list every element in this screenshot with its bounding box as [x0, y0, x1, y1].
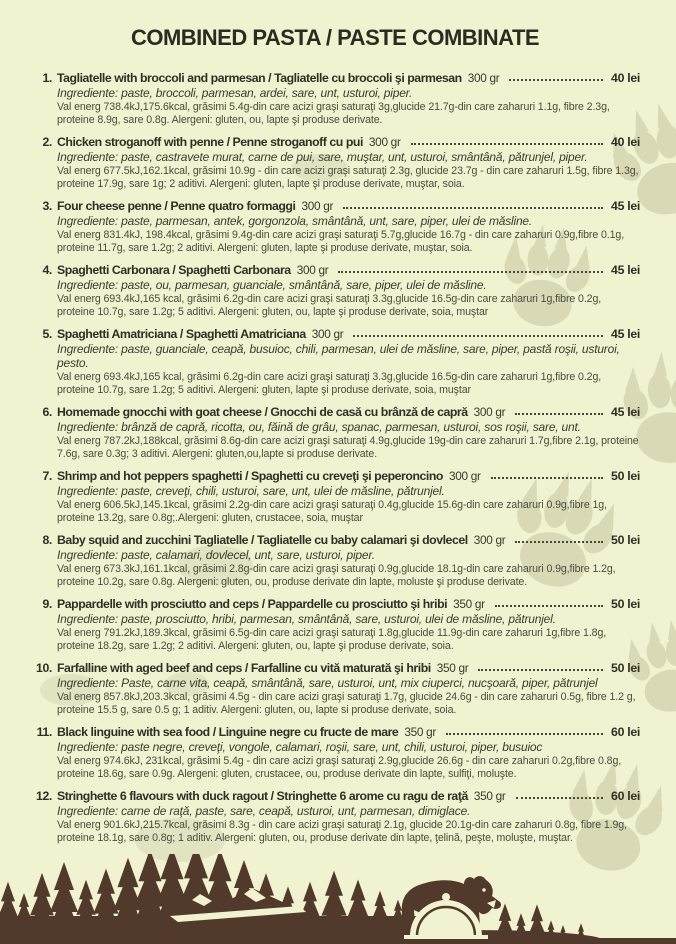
- dotted-leader: [516, 797, 604, 799]
- menu-item: [30, 71, 640, 126]
- item-name: Farfalline with aged beef and ceps / Farfalline cu vită maturată şi hribi: [57, 661, 431, 675]
- item-title-row: [30, 661, 640, 675]
- item-ingredients: Ingrediente: paste, ou, parmesan, guanciale, smântână, sare, piper, ulei de măsline.: [57, 278, 487, 292]
- item-title-row: [30, 469, 640, 483]
- item-weight: 350 gr: [436, 661, 469, 675]
- item-number: 6.: [42, 405, 52, 419]
- item-name: Spaghetti Carbonara / Spaghetti Carbonara: [57, 263, 291, 277]
- item-title-row: [30, 71, 640, 85]
- item-nutrition: Val energ 606.5kJ,145.1kcal, grăsimi 2.2g-din care acizi graşi saturaţi 0.4g,glucide 15.6g-din care zaharuri 0.9g,fibre 1g, proteine 13.2g, sare 0.8g;.Alergeni: gluten, crustacee, soia, muştar: [57, 499, 607, 524]
- item-price: 45 lei: [611, 199, 640, 213]
- item-number: 11.: [36, 725, 52, 739]
- item-number: 2.: [42, 135, 52, 149]
- item-number: 4.: [42, 263, 52, 277]
- menu-item: [30, 661, 640, 716]
- item-ingredients: Ingrediente: Paste, carne vita, ceapă, smântână, sare, usturoi, unt, mix ciuperci, nucşoară, piper, pătrunjel: [57, 676, 598, 690]
- item-nutrition: Val energ 693.4kJ,165 kcal, grăsimi 6.2g-din care acizi graşi saturaţi 3.3g,glucide 16.5g-din care zaharuri 1g,fibre 0.2g, proteine 10.7g, sare 1.2g; 5 aditivi. Alergeni: gluten, ou, lapte şi produse derivate, soia, muştar: [57, 293, 602, 318]
- item-title-row: [30, 263, 640, 277]
- item-weight: 300 gr: [448, 469, 481, 483]
- item-ingredients: Ingrediente: paste, prosciutto, hribi, parmesan, smântână, sare, usturoi, ulei de măsline, pătrunjel.: [57, 612, 556, 626]
- item-price: 60 lei: [611, 725, 640, 739]
- dotted-leader: [411, 143, 603, 145]
- menu-item: [30, 199, 640, 254]
- item-price: 45 lei: [611, 405, 640, 419]
- item-nutrition: Val energ 901.6kJ,215.7kcal, grăsimi 8.3g - din care acizi graşi saturaţi 2.1g, glucide 20.1g-din care zaharuri 0.8g, fibre 1.9g, proteine 18.1g, sare 0.8g; 1 aditiv. Alergeni: gluten, ou, produse derivate din lapte, ţelină, peşte, moluşte, muştar.: [57, 819, 627, 844]
- item-nutrition: Val energ 974.6kJ, 231kcal, grăsimi 5.4g - din care acizi graşi saturaţi 2.9g,glucide 26.6g - din care zaharuri 0.2g,fibre 0.8g, proteine 18.6g, sare 0.9g. Alergeni: gluten, crustacee, ou, produse derivate din lapte, sulfiţi, moluşte.: [57, 755, 622, 780]
- item-price: 50 lei: [611, 469, 640, 483]
- item-nutrition: Val energ 857.8kJ,203.3kcal, grăsimi 4.5g - din care acizi graşi saturaţi 1.7g, glucide 24.6g - din care zaharuri 0.5g, fibre 1.2 g, proteine 15.5 g, sare 0.5 g; 1 aditiv. Alergeni: gluten, ou, lapte si produse derivate, soia.: [57, 691, 636, 716]
- item-ingredients: Ingrediente: paste, guanciale, ceapă, busuioc, chili, parmesan, ulei de măsline, sare, piper, pastă roşii, usturoi, pesto.: [57, 342, 620, 370]
- item-ingredients: Ingrediente: paste, broccoli, parmesan, ardei, sare, unt, usturoi, piper.: [57, 86, 413, 100]
- item-price: 50 lei: [611, 597, 640, 611]
- menu-item: [30, 725, 640, 780]
- item-number: 10.: [35, 661, 52, 675]
- item-name: Spaghetti Amatriciana / Spaghetti Amatriciana: [57, 327, 306, 341]
- item-number: 7.: [42, 469, 52, 483]
- item-weight: 300 gr: [301, 199, 334, 213]
- item-title-row: [30, 327, 640, 341]
- item-title-row: [30, 597, 640, 611]
- dotted-leader: [353, 335, 603, 337]
- item-name: Pappardelle with prosciutto and ceps / Pappardelle cu prosciutto şi hribi: [57, 597, 448, 611]
- item-title-row: [30, 789, 640, 803]
- dotted-leader: [343, 207, 603, 209]
- dotted-leader: [338, 271, 603, 273]
- menu-item: [30, 533, 640, 588]
- item-weight: 300 gr: [311, 327, 344, 341]
- item-name: Shrimp and hot peppers spaghetti / Spaghetti cu creveţi şi peperoncino: [57, 469, 443, 483]
- menu-item: [30, 263, 640, 318]
- menu-item: [30, 789, 640, 844]
- forest-mountain-silhouette: [0, 854, 676, 944]
- item-name: Homemade gnocchi with goat cheese / Gnocchi de casă cu brânză de capră: [57, 405, 468, 419]
- item-number: 3.: [42, 199, 52, 213]
- item-number: 5.: [42, 327, 52, 341]
- item-price: 50 lei: [611, 533, 640, 547]
- item-ingredients: Ingrediente: paste, calamari, dovlecel, unt, sare, usturoi, piper.: [57, 548, 375, 562]
- item-nutrition: Val energ 673.3kJ,161.1kcal, grăsimi 2.8g-din care acizi graşi saturaţi 0.9g,glucide 18.1g-din care zaharuri 0.9g,fibre 1.2g, proteine 10.2g, sare 0.8g. Alergeni: gluten, ou, produse derivate din lapte, moluste şi produse derivate.: [57, 563, 616, 588]
- item-name: Four cheese penne / Penne quatro formaggi: [57, 199, 296, 213]
- dotted-leader: [495, 605, 603, 607]
- item-name: Black linguine with sea food / Linguine negre cu fructe de mare: [57, 725, 399, 739]
- item-price: 45 lei: [611, 263, 640, 277]
- item-title-row: [30, 135, 640, 149]
- item-price: 45 lei: [611, 327, 640, 341]
- menu-item: [30, 597, 640, 652]
- item-number: 1.: [42, 71, 52, 85]
- item-weight: 300 gr: [368, 135, 401, 149]
- item-name: Chicken stroganoff with penne / Penne stroganoff cu pui: [57, 135, 363, 149]
- item-weight: 350 gr: [404, 725, 436, 739]
- page-title: COMBINED PASTA / PASTE COMBINATE: [130, 25, 540, 50]
- item-nutrition: Val energ 738.4kJ,175.6kcal, grăsimi 5.4g-din care acizi graşi saturaţi 3g,glucide 21.7g-din care zaharuri 1.1g, fibre 2.3g, proteine 8.9g, sare 0.8g. Alergeni: gluten, ou, lapte şi produse derivate.: [57, 101, 610, 126]
- item-weight: 300 gr: [473, 405, 506, 419]
- item-number: 9.: [42, 597, 52, 611]
- item-price: 40 lei: [611, 135, 640, 149]
- item-weight: 300 gr: [467, 71, 500, 85]
- item-nutrition: Val energ 693.4kJ,165 kcal, grăsimi 6.2g-din care acizi graşi saturaţi 3.3g,glucide 16.5g-din care zaharuri 1g,fibre 0.2g, proteine 10.7g, sare 1.2g; 5 aditivi. Alergeni: gluten, lapte şi produse derivate, soia, muştar: [57, 371, 602, 396]
- item-price: 40 lei: [611, 71, 640, 85]
- item-title-row: [30, 405, 640, 419]
- item-number: 12.: [35, 789, 52, 803]
- dotted-leader: [509, 79, 603, 81]
- item-name: Tagliatelle with broccoli and parmesan / Tagliatelle cu broccoli şi parmesan: [57, 71, 462, 85]
- item-ingredients: Ingrediente: paste, creveţi, chili, usturoi, sare, unt, ulei de măsline, pătrunjel.: [57, 484, 445, 498]
- item-ingredients: Ingrediente: carne de raţă, paste, sare, ceapă, usturoi, unt, parmesan, dimiglace.: [57, 804, 471, 818]
- menu-list: [30, 71, 640, 844]
- item-nutrition: Val energ 791.2kJ,189.3kcal, grăsimi 6.5g-din care acizi graşi saturaţi 1.8g,glucide 11.9g-din care zaharuri 1g,fibre 1.8g, proteine 18.2g, sare 1.2g; 2 aditivi. Alergeni: gluten, ou, lapte şi produse derivate, soia.: [57, 627, 607, 652]
- menu-item: [30, 135, 640, 190]
- dotted-leader: [515, 413, 603, 415]
- menu-item: [30, 469, 640, 524]
- item-title-row: [30, 199, 640, 213]
- item-nutrition: Val energ 787.2kJ,188kcal, grăsimi 8.6g-din care acizi graşi saturaţi 4.9g,glucide 19g-din care zaharuri 1.7g,fibre 2.1g, proteine 7.6g, sare 0.3g; 3 aditivi. Alergeni: gluten,ou,lapte si produse derivate.: [57, 435, 639, 460]
- item-nutrition: Val energ 831.4kJ, 198.4kcal, grăsimi 9.4g-din care acizi graşi saturaţi 5.7g,glucide 16.7g - din care zaharuri 0.9g,fibre 0.1g, proteine 11.7g, sare 1.2g; 2 aditivi. Alergeni: gluten, lapte şi produse derivate, muştar, soia.: [57, 229, 625, 254]
- item-ingredients: Ingrediente: brânză de capră, ricotta, ou, făină de grâu, spanac, parmesan, usturoi, sos roşii, sare, unt.: [57, 420, 581, 434]
- item-price: 60 lei: [611, 789, 640, 803]
- item-title-row: [30, 725, 640, 739]
- menu-item: [30, 327, 640, 396]
- item-ingredients: Ingrediente: paste, parmesan, antek, gorgonzola, smântână, unt, sare, piper, ulei de măsline.: [57, 214, 533, 228]
- item-name: Stringhette 6 flavours with duck ragout / Stringhette 6 arome cu ragu de raţă: [57, 789, 468, 803]
- item-weight: 350 gr: [473, 789, 506, 803]
- item-title-row: [30, 533, 640, 547]
- dotted-leader: [515, 541, 603, 543]
- dotted-leader: [491, 477, 603, 479]
- item-ingredients: Ingrediente: paste, castravete murat, carne de pui, sare, muştar, unt, usturoi, smântână, pătrunjel, piper.: [57, 150, 588, 164]
- dotted-leader: [446, 733, 603, 735]
- item-number: 8.: [42, 533, 52, 547]
- item-weight: 350 gr: [453, 597, 485, 611]
- item-ingredients: Ingrediente: paste negre, creveţi, vongole, calamari, roşii, sare, unt, chili, usturoi, piper, busuioc: [57, 740, 543, 754]
- menu-item: [30, 405, 640, 460]
- item-nutrition: Val energ 677.5kJ,162.1kcal, grăsimi 10.9g - din care acizi graşi saturaţi 2.3g, glucide 23.7g - din care zaharuri 1.5g, fibre 1.3g, proteine 17.9g, sare 1g; 2 aditivi. Alergeni: gluten, lapte şi produse derivate, muştar, soia.: [57, 165, 639, 190]
- dotted-leader: [478, 669, 603, 671]
- item-weight: 300 gr: [473, 533, 506, 547]
- item-weight: 300 gr: [296, 263, 329, 277]
- item-name: Baby squid and zucchini Tagliatelle / Tagliatelle cu baby calamari şi dovlecel: [57, 533, 468, 547]
- item-price: 50 lei: [611, 661, 640, 675]
